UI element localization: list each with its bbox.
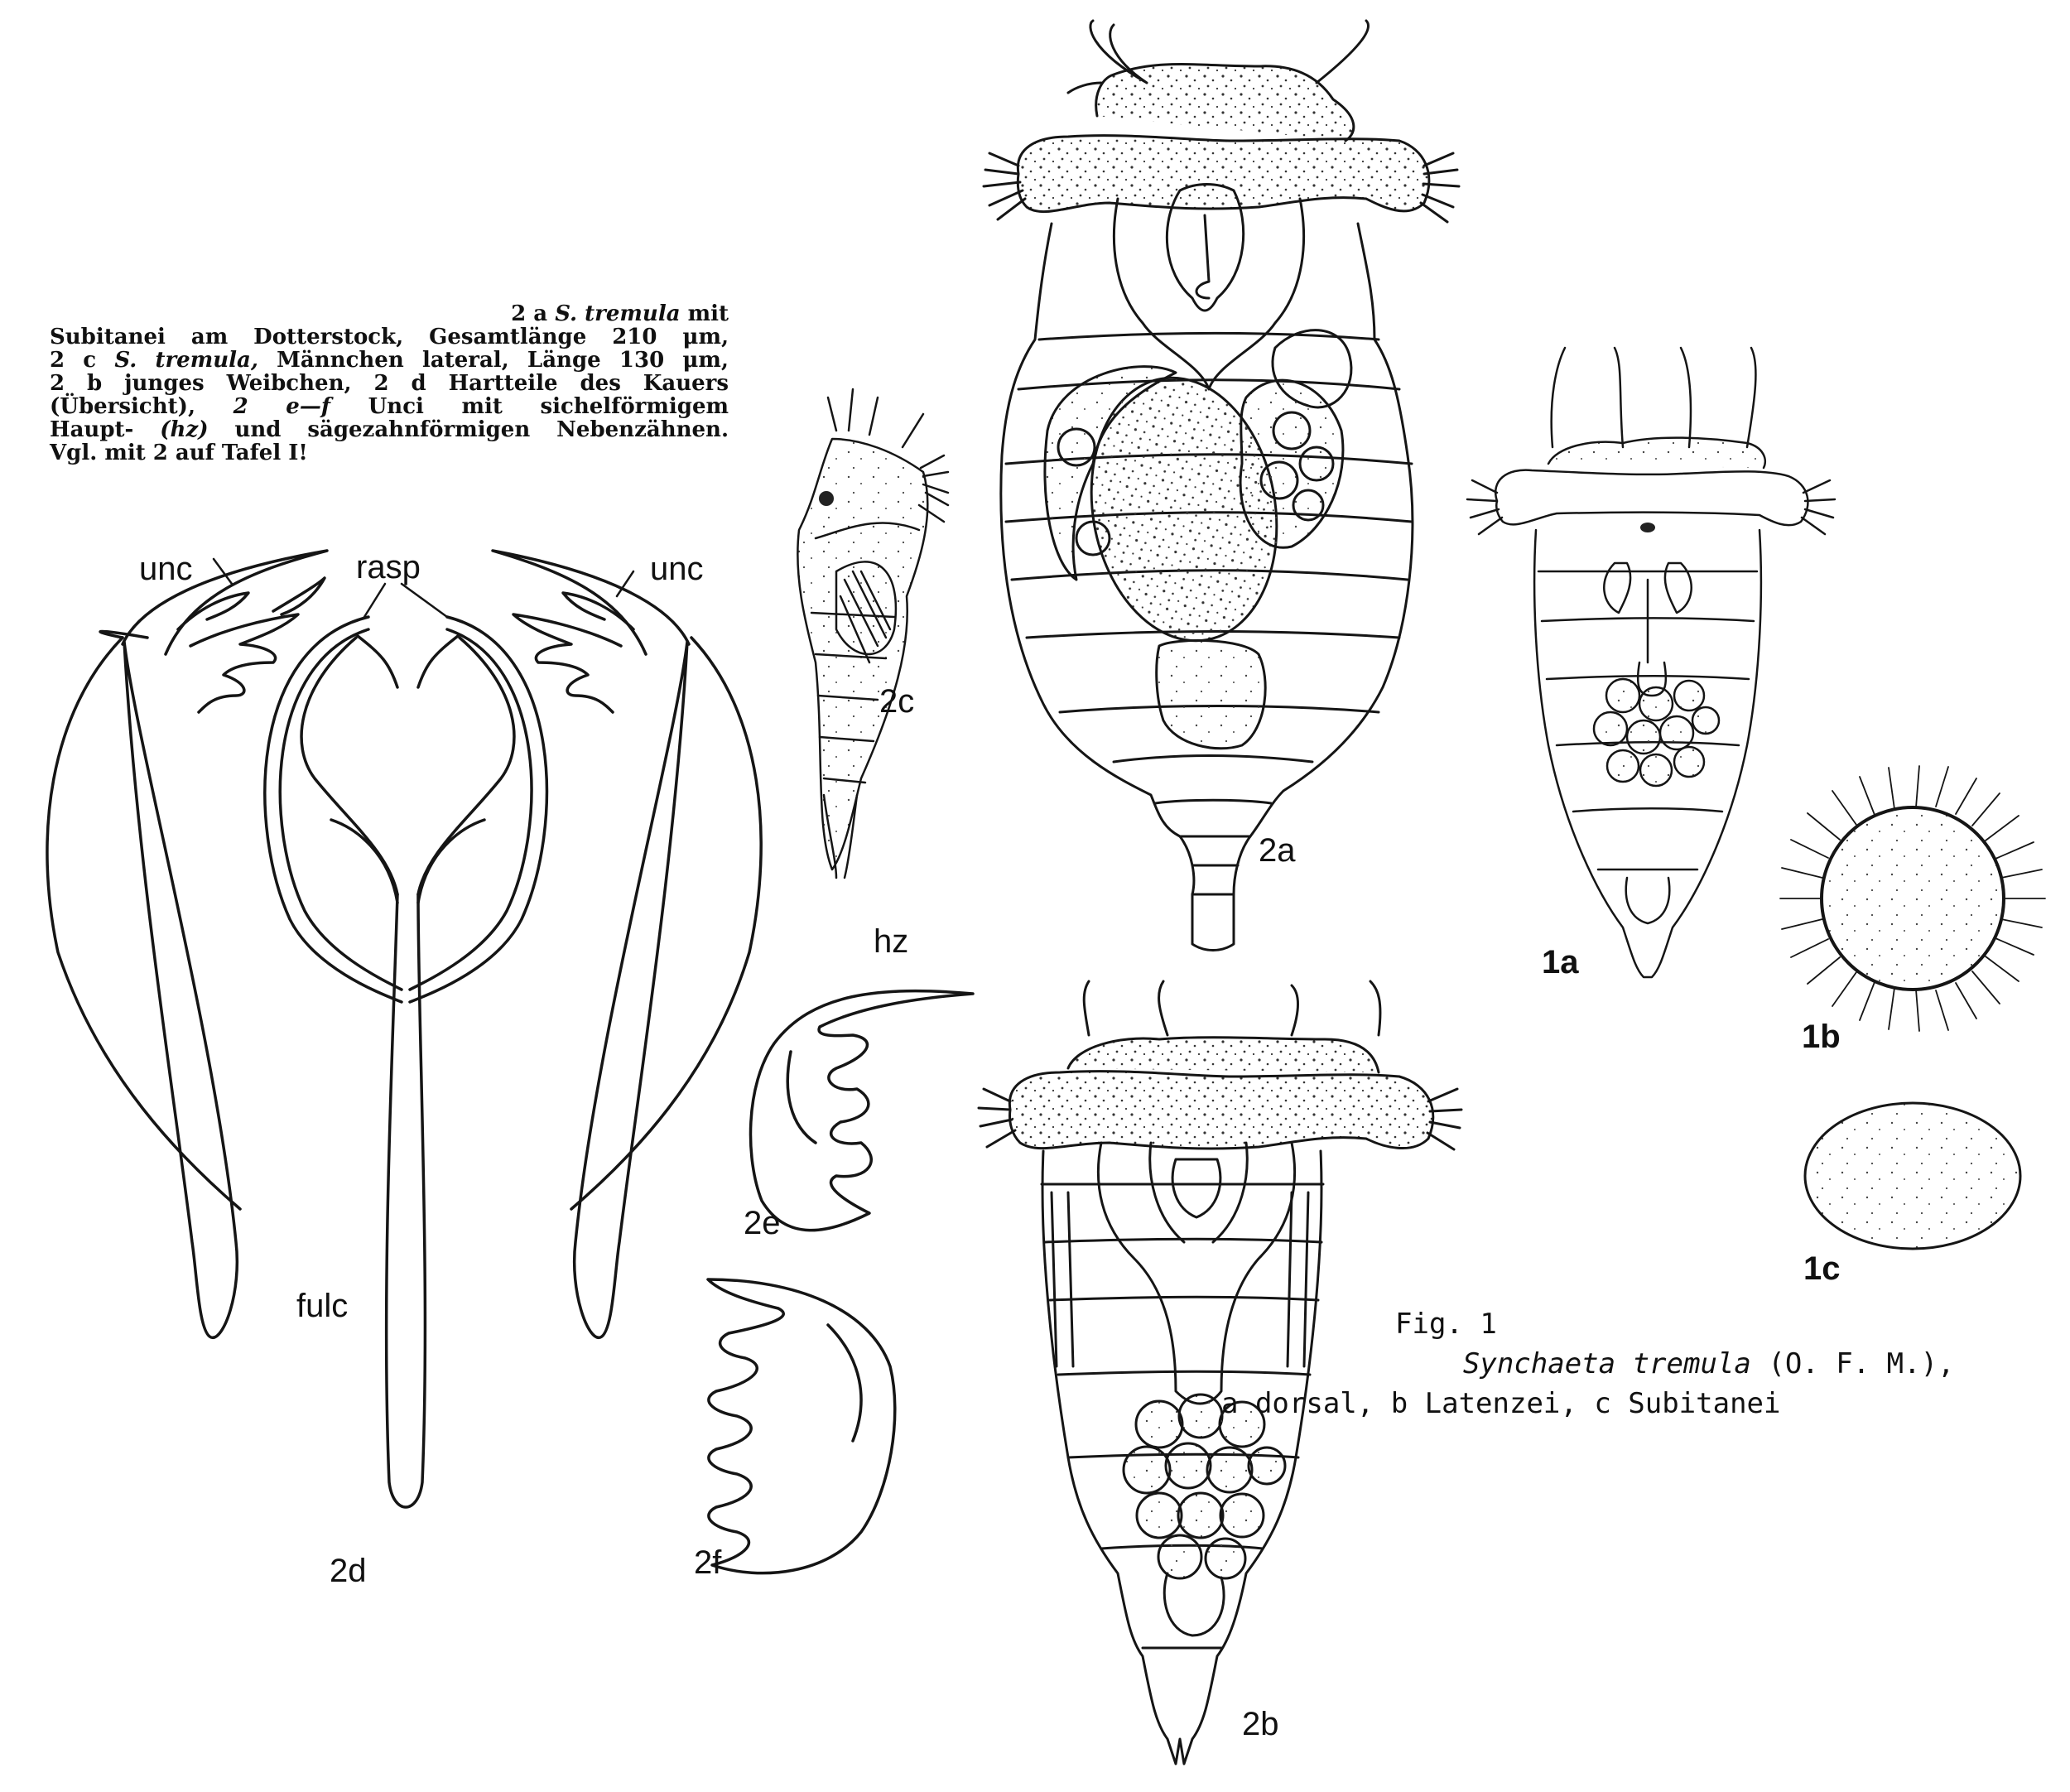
caption-line-3: 2 c S. tremula, Männchen lateral, Länge 130 μm, <box>50 348 729 373</box>
figure-1a-dorsal <box>1467 348 1835 977</box>
label-2b: 2b <box>1242 1706 1279 1742</box>
label-1b: 1b <box>1802 1019 1841 1055</box>
caption-line-2: Subitanei am Dotterstock, Gesamtlänge 210 μm, <box>50 325 729 349</box>
label-rasp: rasp <box>356 549 421 585</box>
caption-line-6: Haupt- (hz) und sägezahnförmigen Nebenzähnen. <box>50 417 729 442</box>
label-2f: 2f <box>694 1544 722 1581</box>
label-2d: 2d <box>330 1553 367 1589</box>
caption-line-4: 2 b junges Weibchen, 2 d Hartteile des Kauers <box>50 371 729 396</box>
label-2c: 2c <box>879 683 915 720</box>
label-1a: 1a <box>1542 944 1579 980</box>
caption-line-5: (Übersicht), 2 e—f Unci mit sichelförmigem <box>50 394 729 419</box>
caption-line-1: 2 a S. tremula mit <box>511 301 729 326</box>
figure-2d-trophi <box>47 551 761 1507</box>
figure-2b-young-female <box>979 981 1461 1764</box>
figure-2e-uncus <box>750 991 973 1231</box>
fig-number: Fig. 1 <box>1395 1308 1497 1341</box>
figure-1c-subitaneous-egg <box>1805 1103 2020 1249</box>
label-1c: 1c <box>1803 1250 1841 1287</box>
label-2e: 2e <box>744 1205 781 1241</box>
figure-parts: a dorsal, b Latenzei, c Subitanei <box>1221 1387 1781 1420</box>
caption-line-7: Vgl. mit 2 auf Tafel I! <box>50 441 308 465</box>
species-name: Synchaeta tremula <box>1462 1347 1751 1380</box>
label-hz: hz <box>874 923 909 960</box>
label-unc-left: unc <box>139 551 193 587</box>
figure-1b-latent-egg <box>1780 766 2045 1031</box>
label-2a: 2a <box>1259 832 1296 869</box>
figure-2c-male <box>797 389 948 878</box>
figure-2f-uncus <box>708 1279 895 1573</box>
label-fulc: fulc <box>296 1288 349 1324</box>
species-authority: (O. F. M.), <box>1750 1347 1955 1380</box>
label-unc-right: unc <box>650 551 704 587</box>
figure-legend <box>1221 1304 1955 1423</box>
figure-2a-female <box>984 21 1459 951</box>
